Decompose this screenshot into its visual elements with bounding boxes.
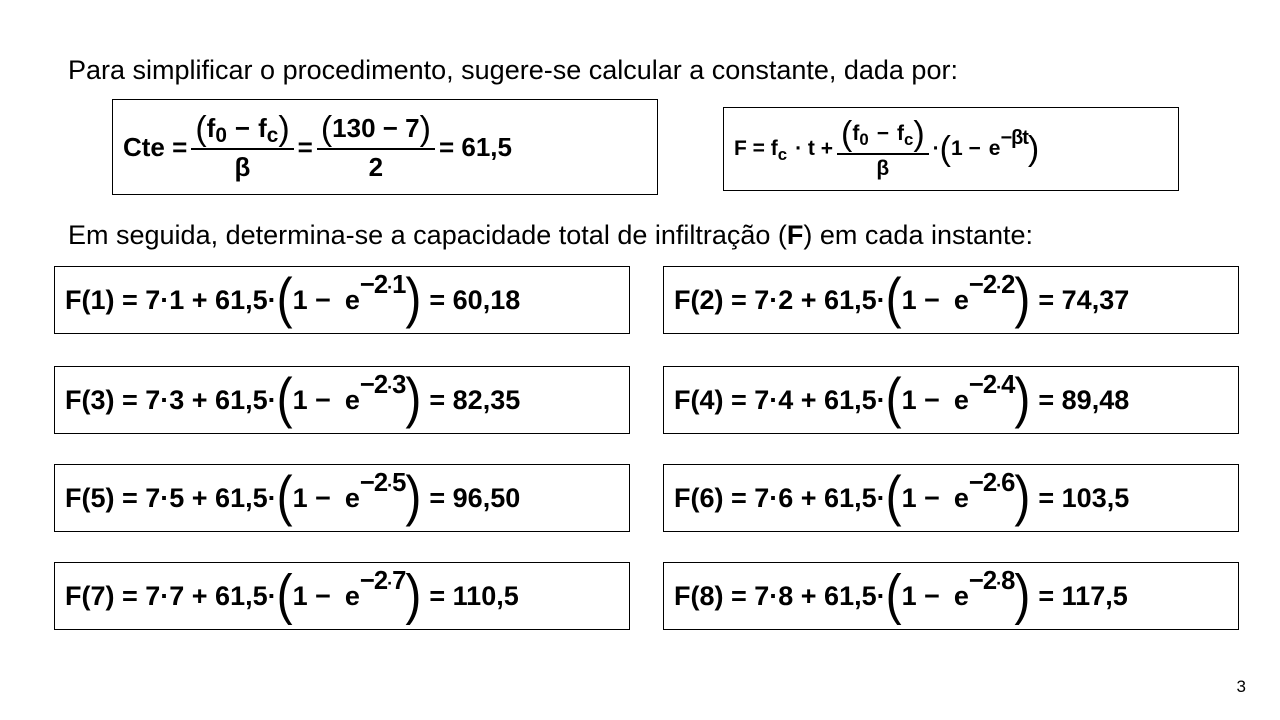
equation-box-f4: F(4) = 7·4 + 61,5· ( 1 − e −2·4 ) = 89,48 (663, 366, 1239, 434)
cte-lhs: Cte = (123, 131, 188, 162)
cte-result: = 61,5 (438, 131, 512, 162)
f-formula-box: F = f c · t + ( f 0 − f c ) β · ( 1 − e −βt ) (723, 107, 1179, 191)
equation-box-f6: F(6) = 7·6 + 61,5· ( 1 − e −2·6 ) = 103,5 (663, 464, 1239, 532)
equation-box-f1: F(1) = 7·1 + 61,5· ( 1 − e −2·1 ) = 60,18 (54, 266, 630, 334)
equation-box-f8: F(8) = 7·8 + 61,5· ( 1 − e −2·8 ) = 117,5 (663, 562, 1239, 630)
cte-numeric-fraction: ( 130 − 7 ) 2 (317, 112, 435, 183)
equation-box-f2: F(2) = 7·2 + 61,5· ( 1 − e −2·2 ) = 74,37 (663, 266, 1239, 334)
cte-formula-box (112, 99, 658, 195)
intro-text: Para simplificar o procedimento, sugere-se calcular a constante, dada por: (68, 55, 958, 85)
section-text: Em seguida, determina-se a capacidade total de infiltração (F) em cada instante: (68, 220, 1034, 250)
page-number: 3 (1236, 677, 1246, 696)
cte-equals: = (297, 131, 313, 162)
f-formula-fraction: ( f 0 − f c ) β (837, 117, 929, 181)
cte-fraction: ( f 0 − f c ) β (191, 112, 293, 183)
equation-box-f7: F(7) = 7·7 + 61,5· ( 1 − e −2·7 ) = 110,5 (54, 562, 630, 630)
equation-box-f5: F(5) = 7·5 + 61,5· ( 1 − e −2·5 ) = 96,50 (54, 464, 630, 532)
equation-box-f3: F(3) = 7·3 + 61,5· ( 1 − e −2·3 ) = 82,35 (54, 366, 630, 434)
